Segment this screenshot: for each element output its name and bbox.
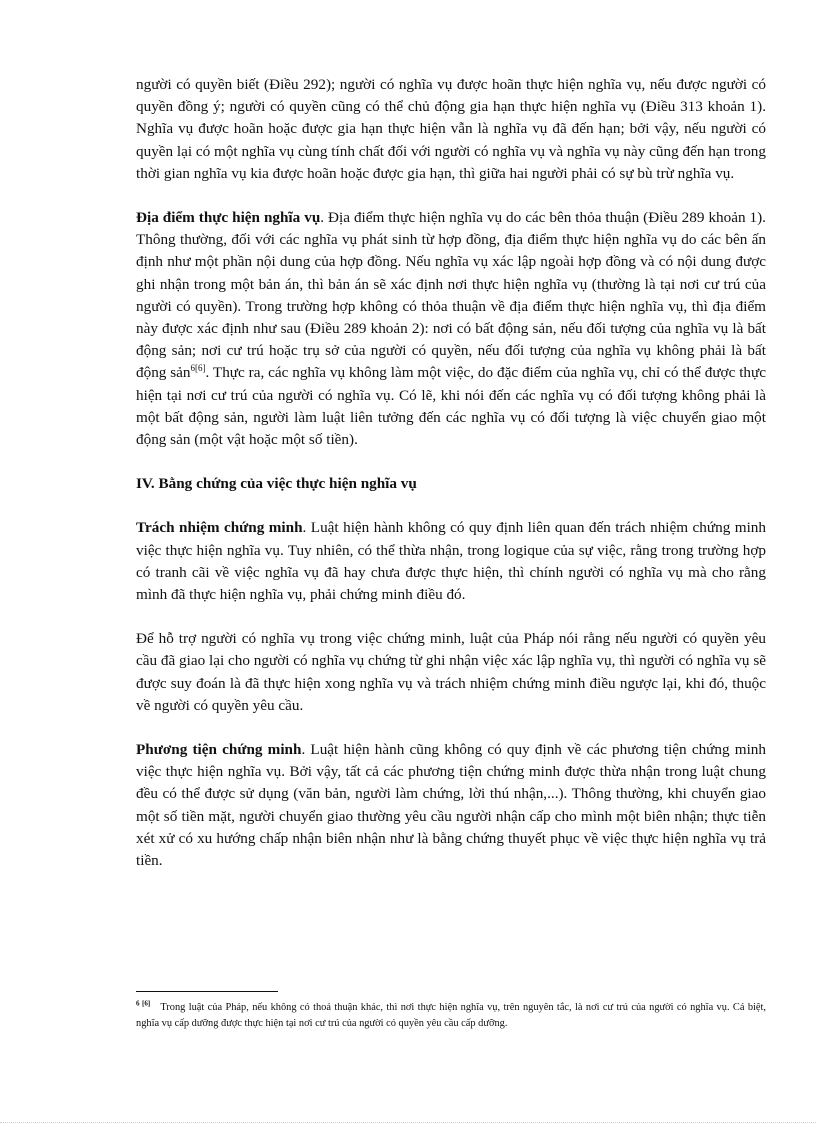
paragraph-burden-of-proof <box>136 517 766 606</box>
paragraph-means-of-proof <box>136 739 766 872</box>
paragraph-place-of-performance <box>136 207 766 451</box>
paragraph-burden-body: . Luật hiện hành không có quy định liên quan đến trách nhiệm chứng minh việc thực hiện nghĩa vụ. Tuy nhiên, có thể thừa nhận, trong logique của sự việc, rằng trong trường hợp có tranh cãi về việc nghĩa vụ đã hay chưa được thực hiện, thì chính người có nghĩa vụ mà cho rằng mình đã thực hiện nghĩa vụ, phải chứng minh điều đó. <box>136 519 766 604</box>
paragraph-lead-burden: Trách nhiệm chứng minh <box>136 519 303 537</box>
paragraph-means-body: . Luật hiện hành cũng không có quy định về các phương tiện chứng minh việc thực hiện nghĩa vụ. Bởi vậy, tất cả các phương tiện chứng minh được thừa nhận trong luật chung đều có thể được sử dụng (văn bản, người làm chứng, lời thú nhận,...). Thông thường, khi chuyển giao một số tiền mặt, người chuyển giao thường yêu cầu người nhận cấp cho mình một biên nhận; thực tiễn xét xử có xu hướng chấp nhận biên nhận như là bằng chứng thuyết phục về việc thực hiện nghĩa vụ trả tiền. <box>136 741 766 870</box>
paragraph-french-law: Để hỗ trợ người có nghĩa vụ trong việc chứng minh, luật của Pháp nói rằng nếu người có quyền yêu cầu đã giao lại cho người có nghĩa vụ chứng từ ghi nhận việc xác lập nghĩa vụ, thì người có nghĩa vụ sẽ được suy đoán là đã thực hiện xong nghĩa vụ và trách nhiệm chứng minh điều ngược lại, khi đó, thuộc về người có quyền yêu cầu. <box>136 630 766 714</box>
document-body <box>136 74 766 872</box>
paragraph-deferral: người có quyền biết (Điều 292); người có nghĩa vụ được hoãn thực hiện nghĩa vụ, nếu được người có quyền đồng ý; người có quyền cũng có thể chủ động gia hạn thực hiện nghĩa vụ (Điều 313 khoản 1). Nghĩa vụ được hoãn hoặc được gia hạn thực hiện vẫn là nghĩa vụ đã đến hạn; bởi vậy, nếu người có quyền lại có một nghĩa vụ cùng tính chất đối với người có nghĩa vụ và nghĩa vụ này cũng đến hạn trong thời gian nghĩa vụ kia được hoãn hoặc được gia hạn, thì giữa hai người phải có sự bù trừ nghĩa vụ. <box>136 76 766 182</box>
footnote-reference[interactable]: 6[6] <box>190 363 206 374</box>
paragraph-place-body-a: . Địa điểm thực hiện nghĩa vụ do các bên thỏa thuận (Điều 289 khoản 1). Thông thường, đối với các nghĩa vụ phát sinh từ hợp đồng, địa điểm thực hiện nghĩa vụ do các bên ấn định như một phần nội dung của hợp đồng. Nếu nghĩa vụ xác lập ngoài hợp đồng và có nội dung được ghi nhận trong một bản án, thì bản án sẽ xác định nơi thực hiện nghĩa vụ (thường là tại nơi cư trú của người có quyền). Trong trường hợp không có thỏa thuận về địa điểm thực hiện nghĩa vụ, thì địa điểm này được xác định như sau (Điều 289 khoản 2): nơi có bất động sản, nếu đối tượng của nghĩa vụ là bất động sản; nơi cư trú hoặc trụ sở của người có quyền, nếu đối tượng của nghĩa vụ không phải là bất động sản <box>136 209 766 382</box>
footnote-marker: 6 [6] <box>136 999 151 1008</box>
paragraph-lead-place: Địa điểm thực hiện nghĩa vụ <box>136 209 321 227</box>
section-heading: IV. Bằng chứng của việc thực hiện nghĩa vụ <box>136 475 417 493</box>
paragraph-place-body-b: . Thực ra, các nghĩa vụ không làm một việc, do đặc điểm của nghĩa vụ, chỉ có thể được thực hiện tại nơi cư trú của người có nghĩa vụ. Có lẽ, khi nói đến các nghĩa vụ có đối tượng không phải là một bất động sản, người làm luật liên tưởng đến các nghĩa vụ có đối tượng là việc chuyển giao một động sản (một vật hoặc một số tiền). <box>136 364 766 449</box>
footnote-text: Trong luật của Pháp, nếu không có thoả thuận khác, thì nơi thực hiện nghĩa vụ, trên nguyên tắc, là nơi cư trú của người có nghĩa vụ. Cá biệt, nghĩa vụ cấp dưỡng được thực hiện tại nơi cư trú của người có quyền yêu cầu cấp dưỡng. <box>136 1002 767 1029</box>
footnote-separator <box>136 991 278 992</box>
paragraph-lead-means: Phương tiện chứng minh <box>136 741 302 759</box>
footnote <box>136 1000 766 1031</box>
